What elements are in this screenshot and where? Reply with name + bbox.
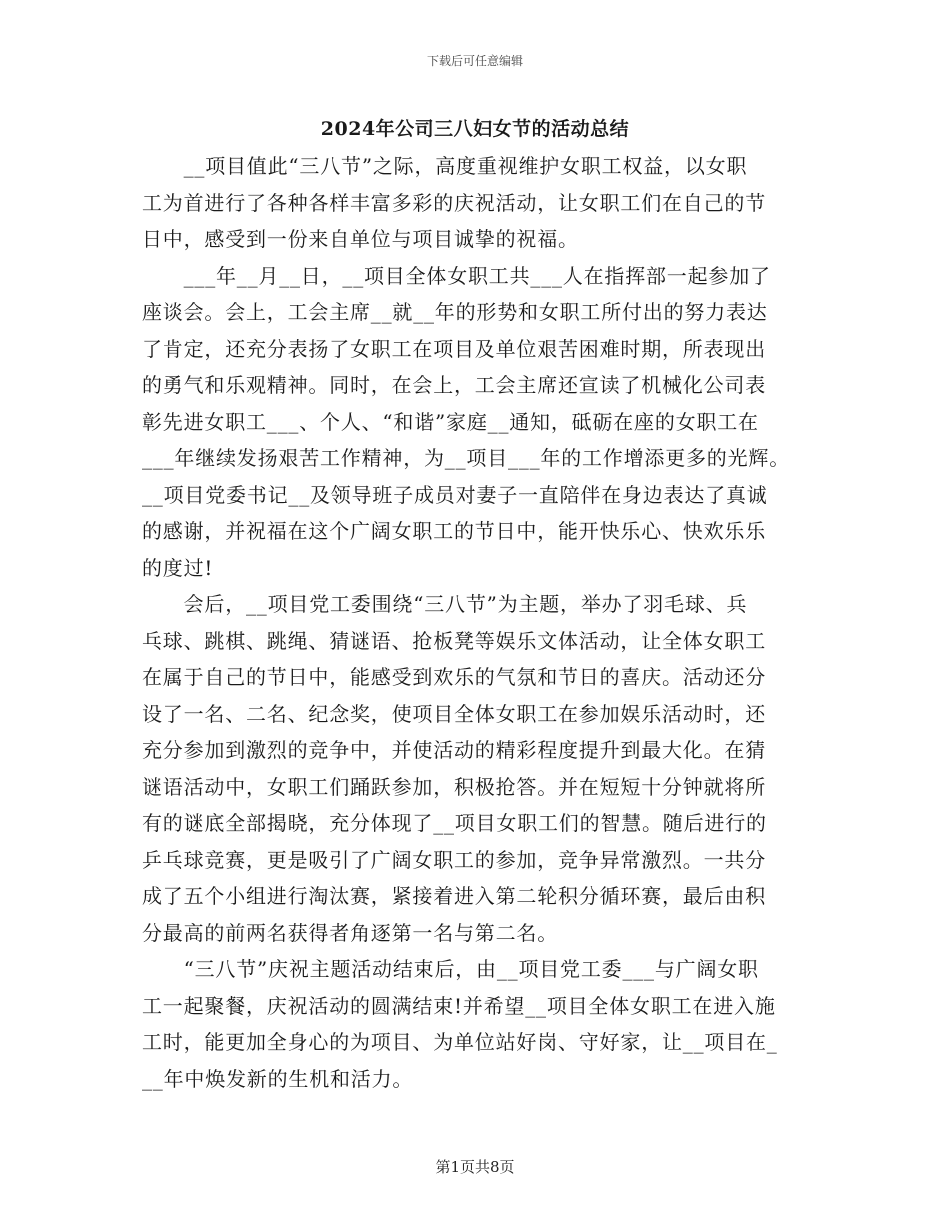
text-line: 的感谢，并祝福在这个广阔女职工的节日中，能开快乐心、快欢乐乐 bbox=[142, 519, 766, 543]
text-line: 座谈会。会上，工会主席__就__年的形势和女职工所付出的努力表达 bbox=[142, 300, 768, 324]
text-line: “三八节”庆祝主题活动结束后，由__项目党工委___与广阔女职 bbox=[142, 957, 759, 981]
text-line: 分最高的前两名获得者角逐第一名与第二名。 bbox=[142, 920, 558, 945]
text-line: 的勇气和乐观精神。同时，在会上，工会主席还宣读了机械化公司表 bbox=[142, 373, 766, 397]
text-line: __项目值此“三八节”之际，高度重视维护女职工权益，以女职 bbox=[142, 154, 748, 178]
document-body bbox=[142, 148, 810, 1099]
text-line: ___年继续发扬艰苦工作精神，为__项目___年的工作增添更多的光辉。 bbox=[142, 446, 790, 470]
text-line: 谜语活动中，女职工们踊跃参加，积极抢答。并在短短十分钟就将所 bbox=[142, 774, 766, 799]
text-line: 乒乓球竞赛，更是吸引了广阔女职工的参加，竞争异常激烈。一共分 bbox=[142, 847, 766, 872]
text-line: 有的谜底全部揭晓，充分体现了__项目女职工们的智慧。随后进行的 bbox=[142, 811, 767, 835]
text-line: __项目党委书记__及领导班子成员对妻子一直陪伴在身边表达了真诚 bbox=[142, 482, 768, 507]
text-line: 的度过! bbox=[142, 555, 214, 580]
text-line: 成了五个小组进行淘汰赛，紧接着进入第二轮积分循环赛，最后由积 bbox=[142, 884, 766, 908]
text-line: ___年__月__日，__项目全体女职工共___人在指挥部一起参加了 bbox=[142, 263, 771, 288]
page-number-footer: 第1页共8页 bbox=[435, 1158, 515, 1176]
text-line: 设了一名、二名、纪念奖，使项目全体女职工在参加娱乐活动时，还 bbox=[142, 701, 766, 726]
document-title: 2024年公司三八妇女节的活动总结 bbox=[320, 118, 630, 140]
text-line: 乓球、跳棋、跳绳、猜谜语、抢板凳等娱乐文体活动，让全体女职工 bbox=[142, 628, 766, 653]
text-line: 日中，感受到一份来自单位与项目诚挚的祝福。 bbox=[142, 227, 579, 251]
text-line: 在属于自己的节日中，能感受到欢乐的气氛和节日的喜庆。活动还分 bbox=[142, 665, 766, 689]
text-line: 工时，能更加全身心的为项目、为单位站好岗、守好家，让__项目在_ bbox=[142, 1030, 778, 1054]
header-note: 下载后可任意编辑 bbox=[426, 54, 523, 68]
text-line: 彰先进女职工___、个人、“和谐”家庭__通知，砥砺在座的女职工在 bbox=[142, 409, 759, 434]
text-line: 工为首进行了各种各样丰富多彩的庆祝活动，让女职工们在自己的节 bbox=[142, 190, 766, 215]
text-line: 会后，__项目党工委围绕“三八节”为主题，举办了羽毛球、兵 bbox=[142, 592, 748, 616]
text-line: 充分参加到激烈的竞争中，并使活动的精彩程度提升到最大化。在猜 bbox=[142, 738, 766, 762]
text-line: 了肯定，还充分表扬了女职工在项目及单位艰苦困难时期，所表现出 bbox=[142, 336, 766, 361]
text-line: 工一起聚餐，庆祝活动的圆满结束!并希望__项目全体女职工在进入施 bbox=[142, 993, 776, 1018]
text-line: __年中焕发新的生机和活力。 bbox=[142, 1066, 414, 1091]
